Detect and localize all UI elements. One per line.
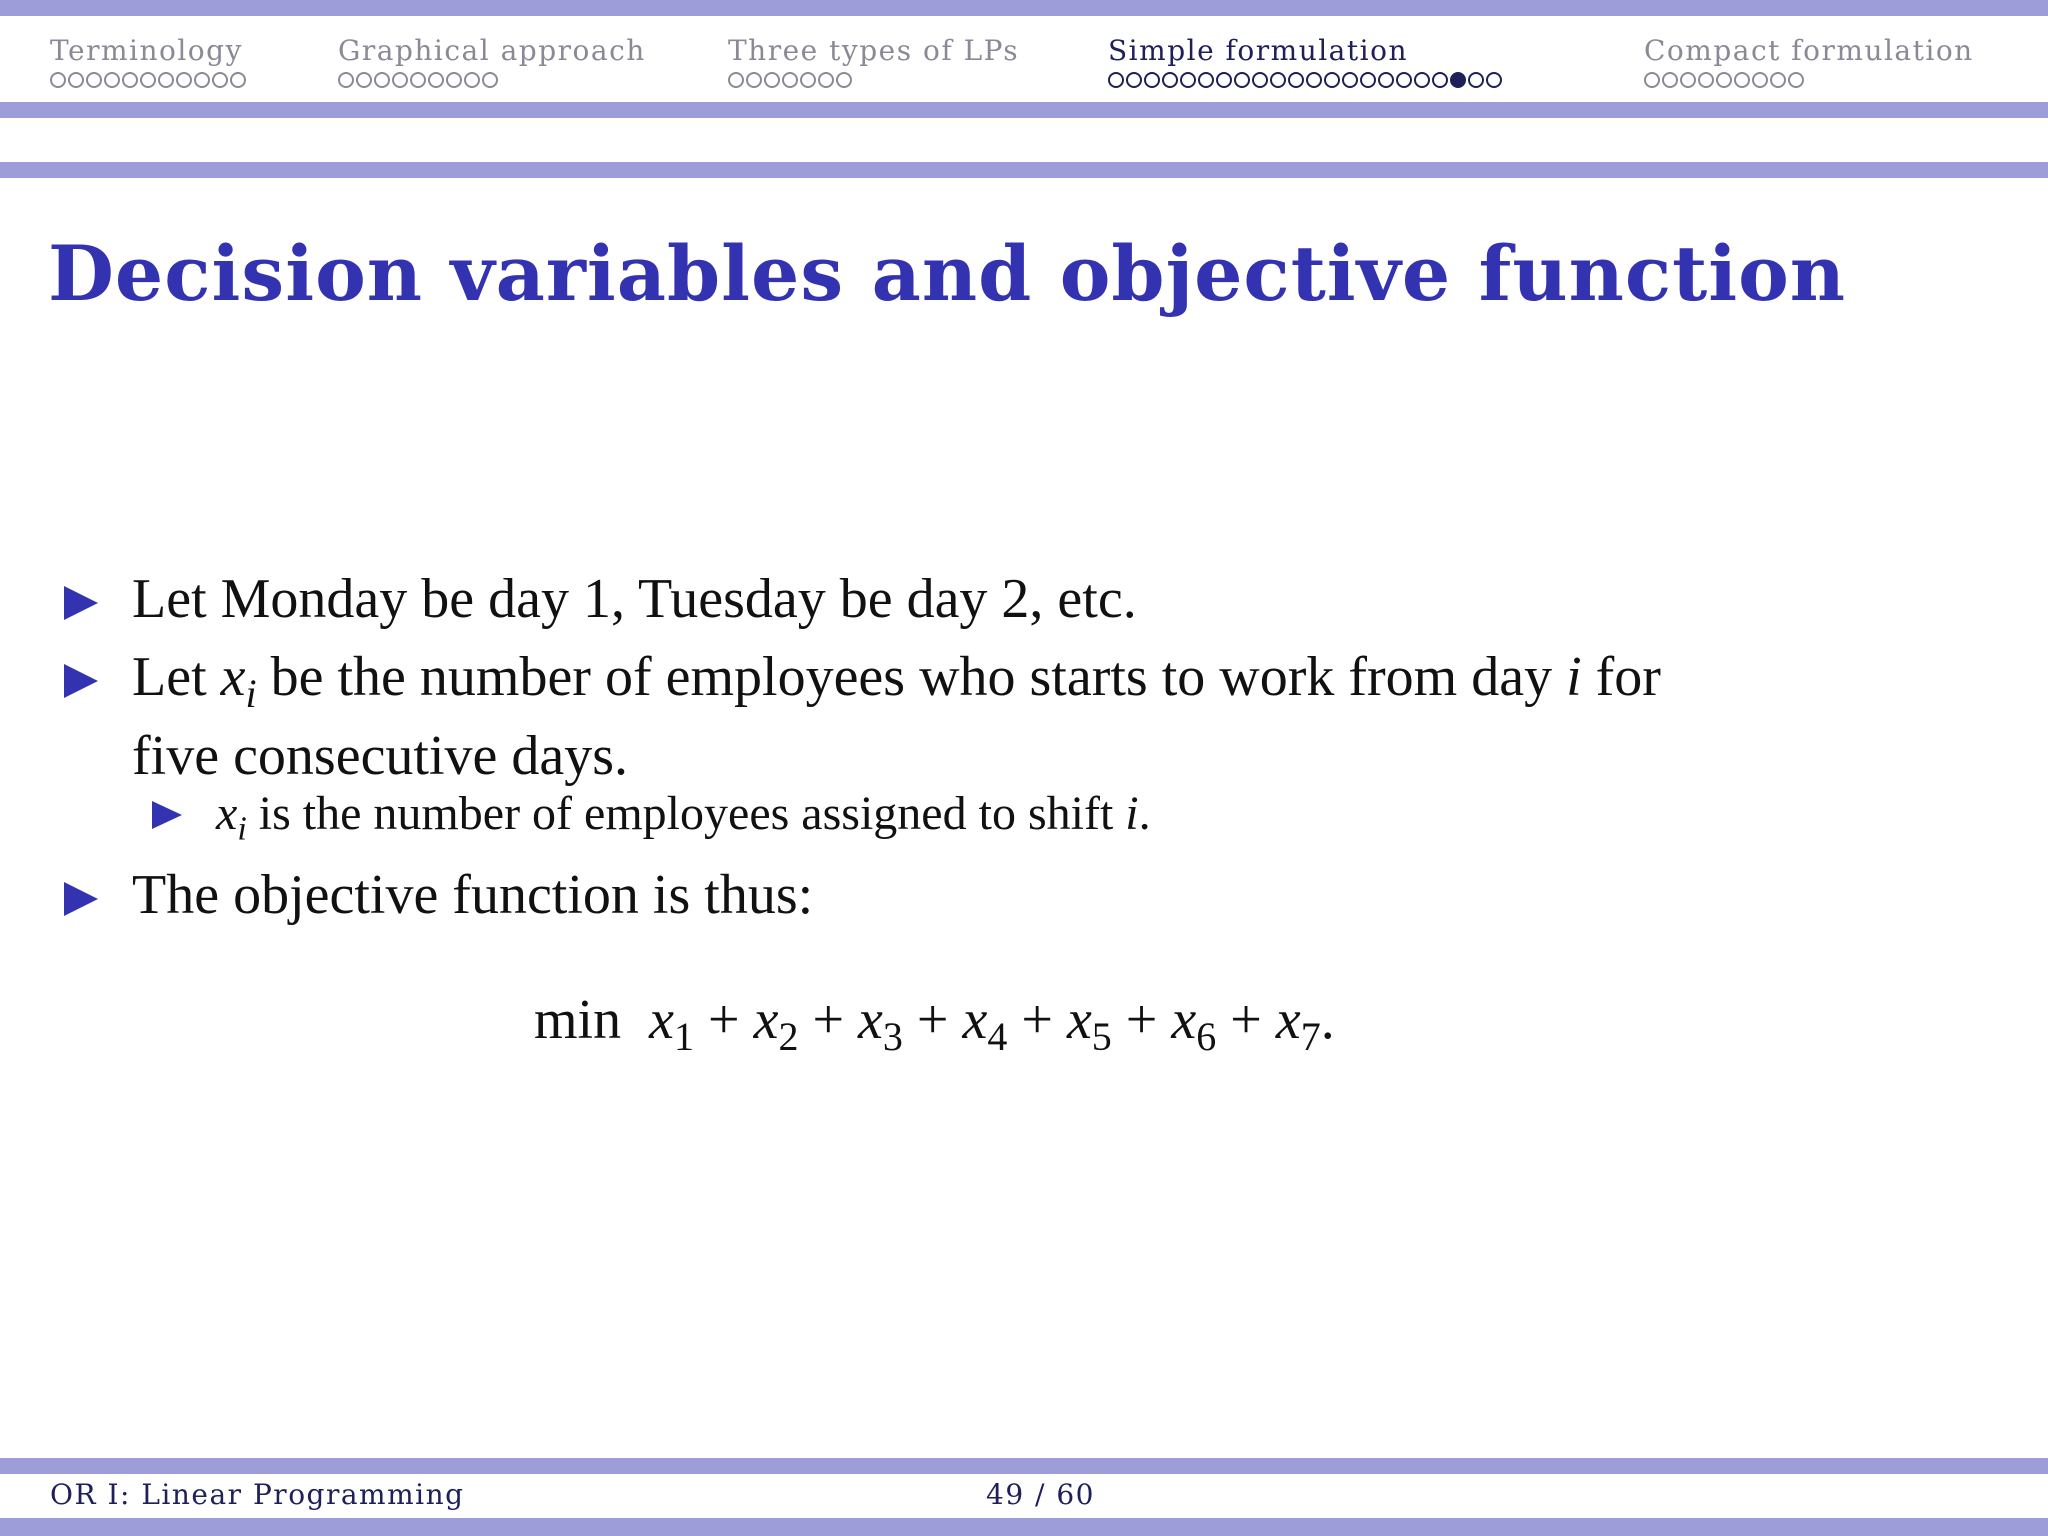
equation-var: x — [1275, 989, 1301, 1051]
nav-dot[interactable] — [1432, 72, 1448, 88]
nav-dot[interactable] — [1716, 72, 1732, 88]
nav-dot[interactable] — [764, 72, 780, 88]
math-var: i — [1125, 787, 1139, 840]
nav-dot[interactable] — [410, 72, 426, 88]
nav-dot[interactable] — [338, 72, 354, 88]
nav-dot[interactable] — [1288, 72, 1304, 88]
equation-operator: min — [534, 989, 622, 1051]
nav-dot[interactable] — [1414, 72, 1430, 88]
nav-dot-current[interactable] — [1450, 72, 1466, 88]
footer-page-number: 49 / 60 — [986, 1478, 1095, 1511]
footer-bottom-band — [0, 1518, 2048, 1536]
nav-dot[interactable] — [1788, 72, 1804, 88]
nav-dot[interactable] — [800, 72, 816, 88]
nav-dot[interactable] — [176, 72, 192, 88]
nav-section-label: Simple formulation — [1108, 34, 1408, 67]
nav-dot[interactable] — [230, 72, 246, 88]
nav-dot[interactable] — [1198, 72, 1214, 88]
equation-end: . — [1320, 989, 1335, 1051]
nav-section-label: Graphical approach — [338, 34, 646, 67]
nav-dot[interactable] — [728, 72, 744, 88]
footer-top-band — [0, 1458, 2048, 1474]
sub-bullet-text: $x_i$ is the number of employees assigned to shift i. — [216, 787, 1151, 848]
nav-dot[interactable] — [374, 72, 390, 88]
nav-dot[interactable] — [1252, 72, 1268, 88]
nav-dot[interactable] — [428, 72, 444, 88]
nav-dot[interactable] — [68, 72, 84, 88]
nav-dot[interactable] — [1468, 72, 1484, 88]
nav-dot[interactable] — [1378, 72, 1394, 88]
math-subscript: i — [245, 671, 257, 717]
equation-plus: + — [1216, 989, 1276, 1051]
nav-section-compact-formulation[interactable] — [1644, 34, 1974, 88]
footer-course-title: OR I: Linear Programming — [50, 1478, 465, 1511]
header-lower-band — [0, 102, 2048, 118]
equation-plus: + — [1007, 989, 1067, 1051]
nav-dot[interactable] — [1108, 72, 1124, 88]
nav-dot[interactable] — [1306, 72, 1322, 88]
nav-dot[interactable] — [86, 72, 102, 88]
nav-section-label: Terminology — [50, 34, 243, 67]
nav-dot[interactable] — [446, 72, 462, 88]
nav-dot[interactable] — [1162, 72, 1178, 88]
nav-dot[interactable] — [392, 72, 408, 88]
nav-dot[interactable] — [140, 72, 156, 88]
equation-var: x — [962, 989, 988, 1051]
nav-dot[interactable] — [482, 72, 498, 88]
equation-terms — [649, 989, 1321, 1060]
bullet-text: The objective function is thus: — [132, 864, 814, 926]
equation-subscript: 2 — [778, 1014, 799, 1060]
nav-dot[interactable] — [464, 72, 480, 88]
nav-dot[interactable] — [1680, 72, 1696, 88]
nav-dot[interactable] — [1324, 72, 1340, 88]
title-band — [0, 162, 2048, 178]
nav-section-label: Compact formulation — [1644, 34, 1974, 67]
equation-subscript: 6 — [1196, 1014, 1217, 1060]
bullet-triangle-icon — [64, 664, 98, 698]
nav-dot[interactable] — [1644, 72, 1660, 88]
top-band — [0, 0, 2048, 16]
nav-dot[interactable] — [104, 72, 120, 88]
nav-dot[interactable] — [122, 72, 138, 88]
math-var: i — [1566, 646, 1582, 708]
nav-dot[interactable] — [1216, 72, 1232, 88]
equation-subscript: 7 — [1300, 1014, 1321, 1060]
nav-dot[interactable] — [782, 72, 798, 88]
nav-dot[interactable] — [1144, 72, 1160, 88]
nav-dots — [1108, 72, 1502, 88]
equation-subscript: 3 — [882, 1014, 903, 1060]
nav-dot[interactable] — [818, 72, 834, 88]
nav-section-terminology[interactable] — [50, 34, 246, 88]
nav-dot[interactable] — [836, 72, 852, 88]
nav-dot[interactable] — [1752, 72, 1768, 88]
nav-dot[interactable] — [1342, 72, 1358, 88]
equation-plus: + — [902, 989, 963, 1051]
objective-equation — [534, 985, 1335, 1072]
equation-plus: + — [798, 989, 859, 1051]
nav-section-simple-formulation[interactable] — [1108, 34, 1502, 88]
equation-plus: + — [693, 989, 754, 1051]
nav-dots — [50, 72, 246, 88]
nav-dot[interactable] — [1698, 72, 1714, 88]
equation-plus: + — [1111, 989, 1172, 1051]
math-var: x — [216, 787, 238, 840]
bullet-text-continuation: five consecutive days. — [132, 725, 629, 788]
equation-var: x — [753, 989, 779, 1051]
slide-title: Decision variables and objective function — [48, 229, 1847, 318]
nav-section-graphical-approach[interactable] — [338, 34, 646, 88]
nav-dot[interactable] — [50, 72, 66, 88]
nav-dot[interactable] — [1662, 72, 1678, 88]
nav-dot[interactable] — [1486, 72, 1502, 88]
nav-dot[interactable] — [1770, 72, 1786, 88]
nav-dots — [728, 72, 1019, 88]
nav-dot[interactable] — [356, 72, 372, 88]
nav-dot[interactable] — [1180, 72, 1196, 88]
nav-dot[interactable] — [194, 72, 210, 88]
nav-section-label: Three types of LPs — [728, 34, 1020, 67]
math-subscript: i — [237, 810, 247, 848]
nav-dot[interactable] — [158, 72, 174, 88]
equation-var: x — [1066, 989, 1092, 1051]
bullet-text: Let Monday be day 1, Tuesday be day 2, etc. — [132, 568, 1137, 630]
nav-dot[interactable] — [1126, 72, 1142, 88]
nav-dot[interactable] — [1360, 72, 1376, 88]
equation-var: x — [858, 989, 883, 1051]
equation-var: x — [1171, 989, 1197, 1051]
equation-subscript: 4 — [987, 1014, 1008, 1060]
nav-section-three-types[interactable] — [728, 34, 1019, 88]
bullet-triangle-icon — [64, 882, 98, 916]
nav-dots — [1644, 72, 1974, 88]
nav-dot[interactable] — [1396, 72, 1412, 88]
nav-dot[interactable] — [1234, 72, 1250, 88]
nav-dot[interactable] — [1270, 72, 1286, 88]
nav-dot[interactable] — [1734, 72, 1750, 88]
equation-subscript: 5 — [1091, 1014, 1112, 1060]
sub-bullet-triangle-icon — [152, 801, 182, 829]
equation-var: x — [649, 989, 674, 1051]
math-var: x — [220, 646, 246, 708]
nav-dot[interactable] — [212, 72, 228, 88]
nav-dots — [338, 72, 646, 88]
nav-dot[interactable] — [746, 72, 762, 88]
bullet-triangle-icon — [64, 586, 98, 620]
equation-subscript: 1 — [673, 1014, 694, 1060]
bullet-text: Let $x_i$ be the number of employees who starts to work from day i for five consecutive days. — [132, 646, 1661, 788]
